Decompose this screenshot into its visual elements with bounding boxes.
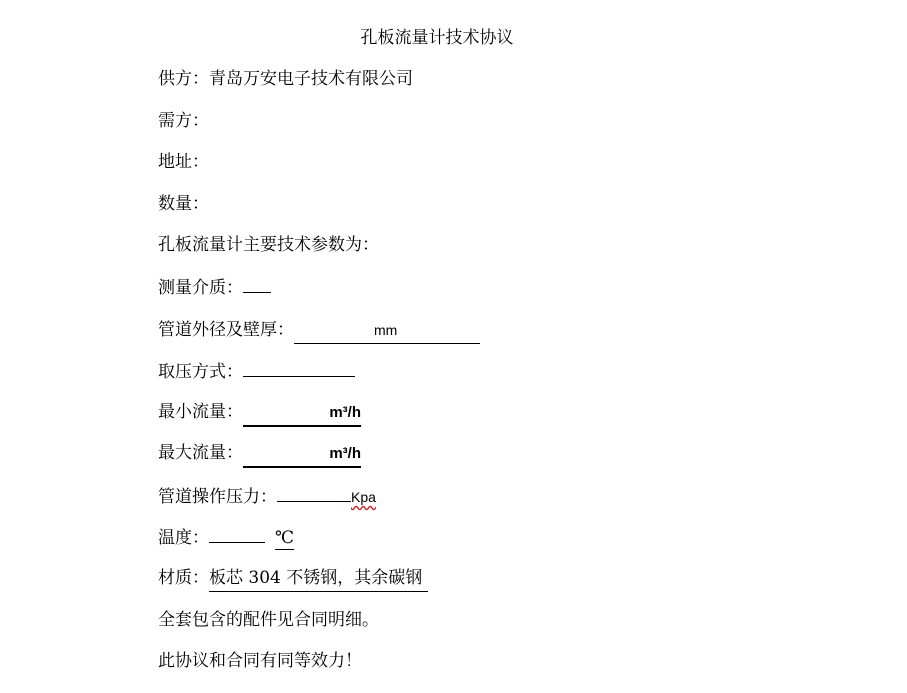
temperature-unit: ℃ [275,528,295,548]
medium-line [158,275,271,299]
max-flow-field [243,442,361,468]
supplier-value: 青岛万安电子技术有限公司 [209,69,413,89]
min-flow-label: 最小流量： [158,402,243,422]
pipe-dim-unit: mm [374,322,398,338]
pressure-tap-label: 取压方式： [158,362,243,382]
temperature-line [158,525,294,549]
material-line [158,566,428,590]
max-flow-line [158,441,361,465]
pipe-dim-field [294,318,480,344]
pipe-pressure-label: 管道操作压力： [158,487,277,507]
pipe-dim-line [158,318,480,342]
max-flow-unit: m³/h [329,445,361,462]
pressure-tap-line [158,359,355,383]
buyer-line [158,109,209,133]
pipe-pressure-line [158,484,376,508]
pipe-dim-label: 管道外径及壁厚： [158,320,294,340]
temperature-label: 温度： [158,528,209,548]
medium-label: 测量介质： [158,278,243,298]
pipe-pressure-blank [277,484,351,502]
address-line [158,150,209,174]
pipe-pressure-unit: Kpa [351,489,376,505]
min-flow-unit: m³/h [329,404,361,421]
supplier-line [158,67,413,91]
max-flow-label: 最大流量： [158,443,243,463]
quantity-label: 数量： [158,194,209,214]
min-flow-field [243,401,361,427]
validity-note: 此协议和合同有同等效力！ [158,651,362,671]
accessories-note: 全套包含的配件见合同明细。 [158,610,379,630]
supplier-label: 供方： [158,69,209,89]
params-heading: 孔板流量计主要技术参数为： [158,235,379,255]
pressure-tap-blank [243,359,355,377]
document-title: 孔板流量计技术协议 [360,28,514,48]
min-flow-line [158,400,361,424]
medium-blank [243,275,271,293]
buyer-label: 需方： [158,111,209,131]
address-label: 地址： [158,152,209,172]
material-label: 材质： [158,568,209,588]
material-value: 板芯 304 不锈钢，其余碳钢 [209,566,428,592]
quantity-line [158,192,209,216]
temperature-blank [209,525,265,543]
